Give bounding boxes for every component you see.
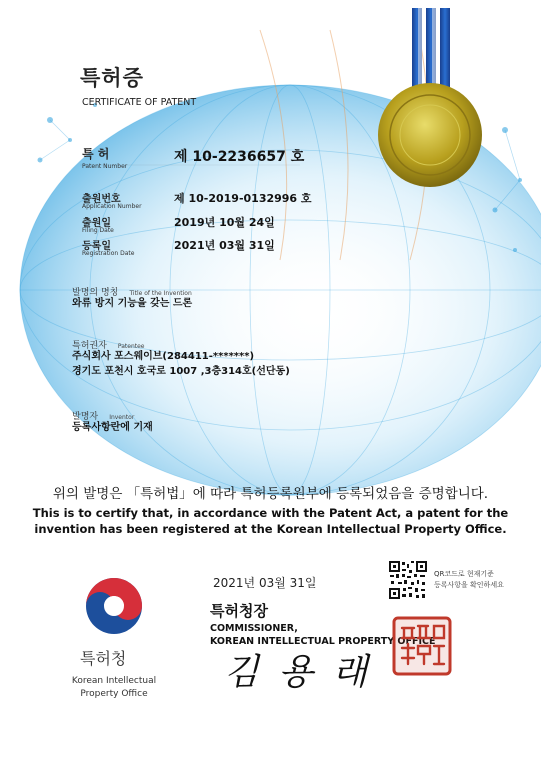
office-name-en-line2: Property Office [80, 689, 148, 699]
patent-number-value: 제 10-2236657 호 [174, 149, 305, 165]
office-name-en [64, 675, 164, 701]
filing-date-value: 2019년 10월 24일 [174, 216, 275, 229]
registration-date-label-en: Registration Date [82, 250, 135, 257]
inventor-label: 발명자 [72, 412, 99, 422]
issue-date: 2021년 03월 31일 [213, 576, 317, 590]
patentee-address: 경기도 포천시 호국로 1007 ,3층314호(선단동) [72, 366, 290, 377]
application-number-label: 출원번호 [82, 194, 121, 205]
qr-note [434, 569, 504, 591]
patentee-name: 주식회사 포스웨이브(284411-*******) [72, 351, 255, 362]
official-seal-stamp [390, 614, 454, 678]
registration-date-value: 2021년 03월 31일 [174, 239, 275, 252]
qr-note-line2: 등록사항을 확인하세요 [434, 581, 504, 589]
invention-label: 발명의 명칭 [72, 288, 119, 298]
commissioner-title-en-line2: KOREAN INTELLECTUAL PROPERTY OFFICE [210, 636, 436, 647]
inventor-label-en: Inventor [109, 414, 135, 421]
application-number-value: 제 10-2019-0132996 호 [174, 192, 312, 205]
office-name-ko: 특허청 [80, 649, 127, 668]
commissioner-signature: 김 용 래 [224, 652, 372, 693]
patentee-label: 특허권자 [72, 341, 107, 351]
certification-en-line1: This is to certify that, in accordance with the Patent Act, a patent for the [32, 506, 509, 520]
patentee-label-en: Patentee [117, 343, 145, 350]
qr-code-icon[interactable] [388, 560, 428, 600]
invention-title: 와류 방지 기능을 갖는 드론 [72, 298, 193, 309]
qr-note-line1: QR코드로 현재기준 [434, 570, 494, 578]
filing-date-label-en: Filing Date [82, 227, 114, 234]
patent-number-label-en: Patent Number [82, 163, 128, 170]
certification-ko: 위의 발명은 「특허법」에 따라 특허등록원부에 등록되었음을 증명합니다. [52, 486, 489, 502]
kipo-logo-icon [82, 574, 146, 638]
commissioner-title-ko: 특허청장 [210, 602, 268, 620]
certificate-subtitle: CERTIFICATE OF PATENT [82, 97, 197, 108]
gold-seal-icon [378, 83, 482, 187]
patent-number-label: 특 허 [82, 147, 110, 161]
invention-label-en: Title of the Invention [129, 290, 192, 297]
application-number-label-en: Application Number [82, 203, 142, 210]
inventor-value: 등록사항란에 기재 [72, 422, 153, 433]
registration-date-label: 등록일 [82, 241, 111, 252]
certification-en-line2: invention has been registered at the Korean Intellectual Property Office. [34, 522, 507, 536]
office-name-en-line1: Korean Intellectual [71, 676, 157, 686]
certificate-title: 특허증 [80, 66, 144, 90]
filing-date-label: 출원일 [82, 218, 111, 229]
commissioner-title-en-line1: COMMISSIONER, [210, 623, 298, 634]
